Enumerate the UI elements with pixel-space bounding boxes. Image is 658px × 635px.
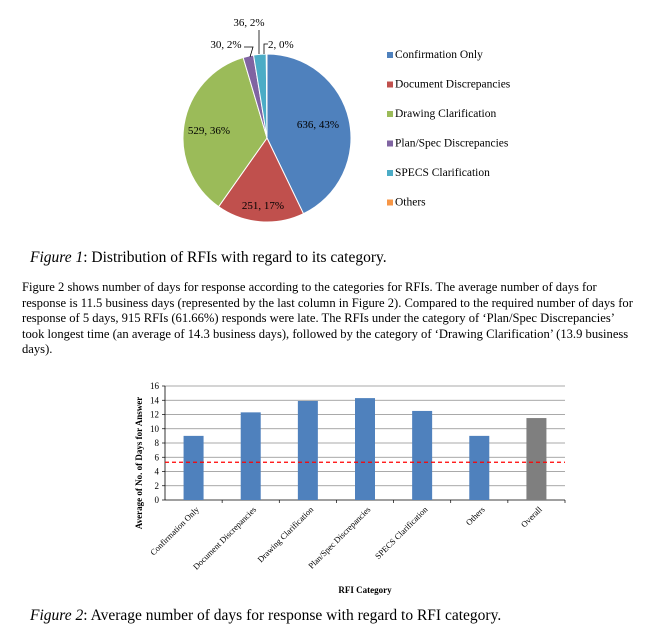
legend-swatch-drawing-clarification	[387, 111, 393, 117]
pie-label-others: 2, 0%	[268, 39, 294, 51]
x-tick-label-document-discrepancies: Document Discrepancies	[190, 504, 259, 572]
x-tick-label-plan-spec-discrepancies: Plan/Spec Discrepancies	[306, 504, 373, 571]
pie-label-document-discrepancies: 251, 17%	[241, 200, 285, 212]
x-tick-label-overall: Overall	[518, 504, 544, 530]
body-paragraph: Figure 2 shows number of days for response according to the categories for RFIs. The average number of days for response is 11.5 business days (represented by the last column in Figure 2). Compared to the required number of days for response of 5 days, 915 RFIs (61.66%) responds were late. The RFIs under the category of ‘Plan/Spec Discrepancies’ took longest time (an average of 14.3 business days), followed by the category of ‘Drawing Clarification’ (13.9 business days).	[22, 280, 633, 357]
bar-confirmation-only	[184, 436, 204, 500]
y-tick-label: 10	[150, 423, 159, 434]
y-tick-label: 16	[150, 381, 159, 391]
bar-plan-spec-discrepancies	[355, 398, 375, 500]
x-tick-label-drawing-clarification: Drawing Clarification	[255, 504, 316, 565]
y-tick-label: 6	[154, 452, 159, 463]
bar-specs-clarification	[412, 411, 432, 500]
pie-label-drawing-clarification: 529, 36%	[187, 125, 231, 137]
legend-label-specs-clarification: SPECS Clarification	[395, 167, 490, 179]
pie-label-confirmation-only: 636, 43%	[296, 119, 340, 131]
legend-label-plan-spec-discrepancies: Plan/Spec Discrepancies	[395, 137, 509, 150]
y-tick-label: 0	[154, 495, 159, 505]
x-tick-label-others: Others	[463, 504, 487, 528]
bar-others	[469, 436, 489, 500]
legend-swatch-document-discrepancies	[387, 82, 393, 88]
y-tick-label: 14	[150, 395, 159, 406]
y-tick-label: 8	[154, 438, 159, 448]
y-axis-title: Average of No. of Days for Answer	[134, 396, 144, 530]
legend-label-confirmation-only: Confirmation Only	[395, 49, 483, 61]
legend-swatch-plan-spec-discrepancies	[387, 141, 393, 147]
bar-drawing-clarification	[298, 401, 318, 500]
legend-swatch-others	[387, 200, 393, 206]
legend-label-document-discrepancies: Document Discrepancies	[395, 78, 511, 91]
x-tick-label-specs-clarification: SPECS Clarification	[372, 504, 430, 562]
legend-swatch-specs-clarification	[387, 170, 393, 176]
legend-swatch-confirmation-only	[387, 52, 393, 58]
y-tick-label: 12	[150, 409, 159, 420]
pie-chart	[0, 0, 658, 245]
pie-slice-others	[266, 54, 267, 138]
bar-overall	[526, 418, 546, 500]
legend-label-others: Others	[395, 196, 426, 209]
y-tick-label: 2	[154, 480, 159, 491]
figure-2-caption: Figure 2: Average number of days for response with regard to RFI category.	[30, 607, 502, 624]
x-tick-label-confirmation-only: Confirmation Only	[147, 504, 201, 558]
figure-1-caption: Figure 1: Distribution of RFIs with regard to its category.	[30, 249, 387, 266]
legend-label-drawing-clarification: Drawing Clarification	[395, 108, 497, 120]
bar-document-discrepancies	[241, 412, 261, 500]
x-axis-title: RFI Category	[338, 585, 392, 595]
y-tick-label: 4	[154, 466, 159, 477]
pie-label-plan-spec-discrepancies: 30, 2%	[210, 39, 242, 51]
pie-label-specs-clarification: 36, 2%	[233, 17, 265, 29]
bar-chart	[0, 376, 658, 604]
